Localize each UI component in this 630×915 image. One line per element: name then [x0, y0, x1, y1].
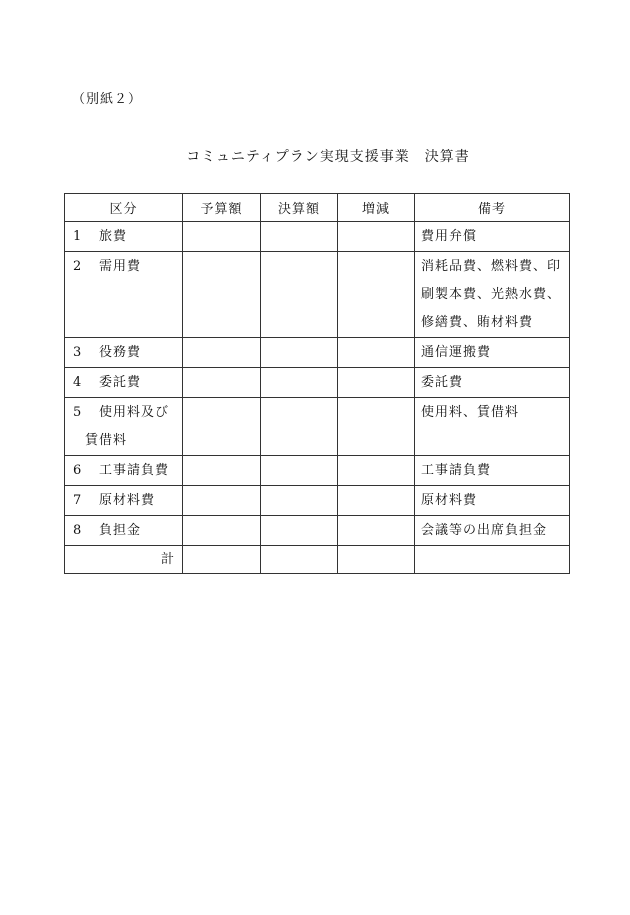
- remarks-cell: [415, 398, 570, 456]
- row-number: 6: [73, 463, 83, 478]
- remarks-text: 使用料、賃借料: [421, 405, 520, 420]
- settlement-cell: [261, 516, 338, 546]
- difference-cell: [338, 398, 415, 456]
- category-label: 委託費: [99, 375, 142, 390]
- budget-cell: [183, 252, 261, 338]
- table-row: [65, 398, 570, 456]
- difference-cell: [338, 222, 415, 252]
- row-number: 8: [73, 523, 83, 538]
- remarks-text: 会議等の出席負担金: [421, 523, 548, 538]
- budget-cell: [183, 338, 261, 368]
- document-title: コミュニティプラン実現支援事業 決算書: [186, 149, 470, 165]
- table-row: [65, 338, 570, 368]
- total-label: 計: [160, 552, 174, 567]
- remarks-cell: [415, 368, 570, 398]
- annex-label: （別紙２）: [72, 92, 143, 107]
- remarks-text: 委託費: [421, 375, 464, 390]
- budget-cell: [183, 456, 261, 486]
- table-row: [65, 486, 570, 516]
- remarks-cell: [415, 456, 570, 486]
- row-number: 4: [73, 375, 83, 390]
- remarks-cell: [415, 222, 570, 252]
- row-number: 5: [73, 405, 83, 420]
- category-cell: [65, 486, 183, 516]
- row-number: 2: [73, 259, 83, 274]
- difference-cell: [338, 456, 415, 486]
- header-category: 区分: [65, 194, 183, 222]
- budget-cell: [183, 222, 261, 252]
- difference-cell: [338, 338, 415, 368]
- budget-total-cell: [183, 546, 261, 574]
- category-label: 旅費: [99, 229, 128, 244]
- settlement-total-cell: [261, 546, 338, 574]
- remarks-text: 原材料費: [421, 493, 478, 508]
- table-row: [65, 252, 570, 338]
- settlement-cell: [261, 222, 338, 252]
- category-cell: [65, 456, 183, 486]
- category-label: 役務費: [99, 345, 142, 360]
- settlement-cell: [261, 456, 338, 486]
- settlement-cell: [261, 252, 338, 338]
- table-row: [65, 368, 570, 398]
- difference-total-cell: [338, 546, 415, 574]
- table-row: [65, 456, 570, 486]
- row-number: 7: [73, 493, 83, 508]
- category-label: 工事請負費: [99, 463, 170, 478]
- total-label-cell: [65, 546, 183, 574]
- category-label: 原材料費: [99, 493, 156, 508]
- row-number: 1: [73, 229, 83, 244]
- remarks-text: 費用弁償: [421, 229, 478, 244]
- budget-cell: [183, 368, 261, 398]
- category-cell: [65, 398, 183, 456]
- category-cell: [65, 222, 183, 252]
- difference-cell: [338, 368, 415, 398]
- remarks-text: 通信運搬費: [421, 345, 492, 360]
- category-cell: [65, 368, 183, 398]
- remarks-cell: [415, 252, 570, 338]
- remarks-text: 消耗品費、燃料費、印: [421, 259, 562, 274]
- category-label: 使用料及び: [99, 405, 170, 420]
- remarks-text: 修繕費、賄材料費: [421, 315, 534, 330]
- category-label-continued: 賃借料: [85, 433, 128, 448]
- remarks-text: 刷製本費、光熱水費、: [421, 287, 562, 302]
- header-remarks: 備考: [415, 194, 570, 222]
- settlement-table: [64, 193, 570, 574]
- category-cell: [65, 252, 183, 338]
- budget-cell: [183, 516, 261, 546]
- budget-cell: [183, 398, 261, 456]
- category-cell: [65, 516, 183, 546]
- category-label: 需用費: [99, 259, 142, 274]
- header-budget: 予算額: [183, 194, 261, 222]
- remarks-text: 工事請負費: [421, 463, 492, 478]
- budget-cell: [183, 486, 261, 516]
- settlement-cell: [261, 486, 338, 516]
- remarks-cell: [415, 338, 570, 368]
- settlement-cell: [261, 338, 338, 368]
- header-difference: 増減: [338, 194, 415, 222]
- settlement-cell: [261, 398, 338, 456]
- remarks-cell: [415, 486, 570, 516]
- remarks-total-cell: [415, 546, 570, 574]
- row-number: 3: [73, 345, 83, 360]
- table-row: [65, 222, 570, 252]
- difference-cell: [338, 486, 415, 516]
- settlement-cell: [261, 368, 338, 398]
- total-row: [65, 546, 570, 574]
- difference-cell: [338, 516, 415, 546]
- difference-cell: [338, 252, 415, 338]
- remarks-cell: [415, 516, 570, 546]
- category-label: 負担金: [99, 523, 142, 538]
- header-settlement: 決算額: [261, 194, 338, 222]
- category-cell: [65, 338, 183, 368]
- table-row: [65, 516, 570, 546]
